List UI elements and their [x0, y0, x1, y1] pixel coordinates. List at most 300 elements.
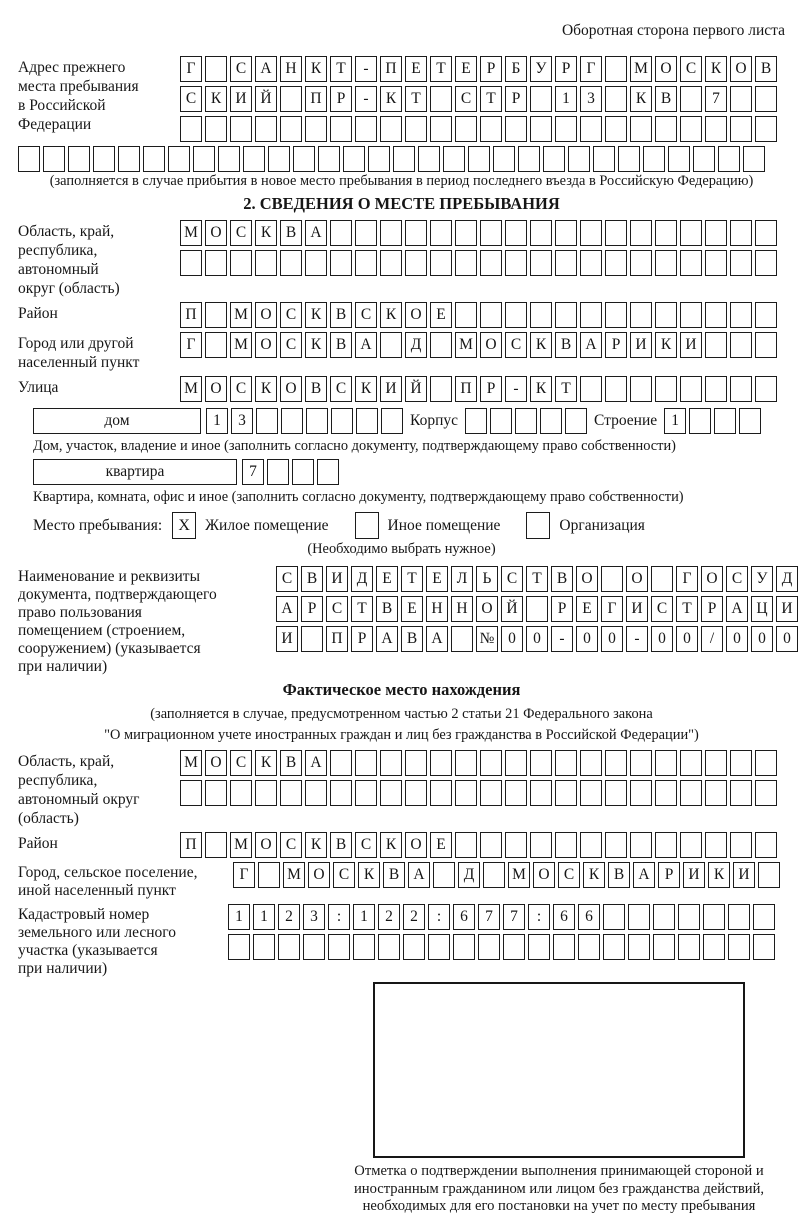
char-cell[interactable]	[630, 376, 652, 402]
char-cell[interactable]: 1	[206, 408, 228, 434]
char-cell[interactable]	[753, 934, 775, 960]
char-cell[interactable]: Г	[233, 862, 255, 888]
char-cell[interactable]: Р	[301, 596, 323, 622]
char-cell[interactable]	[730, 220, 752, 246]
char-cell[interactable]: -	[355, 56, 377, 82]
char-cell[interactable]	[355, 116, 377, 142]
char-cell[interactable]	[331, 408, 353, 434]
char-cell[interactable]	[705, 750, 727, 776]
char-cell[interactable]	[655, 832, 677, 858]
char-cell[interactable]: Е	[401, 596, 423, 622]
char-cell[interactable]	[143, 146, 165, 172]
char-cell[interactable]: :	[328, 904, 350, 930]
char-cell[interactable]: Г	[180, 56, 202, 82]
char-cell[interactable]	[718, 146, 740, 172]
char-cell[interactable]: Р	[551, 596, 573, 622]
char-cell[interactable]	[305, 116, 327, 142]
char-cell[interactable]	[378, 934, 400, 960]
char-cell[interactable]	[578, 934, 600, 960]
char-cell[interactable]: С	[651, 596, 673, 622]
char-cell[interactable]: М	[455, 332, 477, 358]
char-cell[interactable]: В	[376, 596, 398, 622]
char-cell[interactable]	[580, 832, 602, 858]
char-cell[interactable]	[730, 780, 752, 806]
char-cell[interactable]	[705, 220, 727, 246]
char-cell[interactable]	[653, 934, 675, 960]
char-cell[interactable]: 0	[676, 626, 698, 652]
char-cell[interactable]: Е	[376, 566, 398, 592]
char-cell[interactable]	[739, 408, 761, 434]
char-cell[interactable]: О	[255, 302, 277, 328]
char-cell[interactable]: В	[280, 750, 302, 776]
char-cell[interactable]: И	[326, 566, 348, 592]
char-cell[interactable]: К	[205, 86, 227, 112]
char-cell[interactable]	[355, 780, 377, 806]
char-cell[interactable]	[356, 408, 378, 434]
char-cell[interactable]	[405, 250, 427, 276]
char-cell[interactable]	[205, 302, 227, 328]
stay-type-checkbox-other[interactable]	[355, 512, 379, 539]
char-cell[interactable]	[568, 146, 590, 172]
char-cell[interactable]: О	[655, 56, 677, 82]
char-cell[interactable]	[630, 750, 652, 776]
char-cell[interactable]: С	[280, 832, 302, 858]
char-cell[interactable]	[505, 302, 527, 328]
char-cell[interactable]	[755, 116, 777, 142]
char-cell[interactable]: В	[330, 332, 352, 358]
char-cell[interactable]: Л	[451, 566, 473, 592]
char-cell[interactable]	[714, 408, 736, 434]
char-cell[interactable]: -	[626, 626, 648, 652]
char-cell[interactable]: №	[476, 626, 498, 652]
char-cell[interactable]	[705, 780, 727, 806]
char-cell[interactable]: К	[355, 376, 377, 402]
char-cell[interactable]	[490, 408, 512, 434]
char-cell[interactable]	[730, 750, 752, 776]
char-cell[interactable]	[343, 146, 365, 172]
char-cell[interactable]: 7	[478, 904, 500, 930]
char-cell[interactable]: А	[305, 750, 327, 776]
char-cell[interactable]: И	[630, 332, 652, 358]
char-cell[interactable]: В	[330, 302, 352, 328]
char-cell[interactable]: Т	[401, 566, 423, 592]
char-cell[interactable]: П	[305, 86, 327, 112]
char-cell[interactable]	[193, 146, 215, 172]
char-cell[interactable]	[730, 116, 752, 142]
char-cell[interactable]: С	[355, 302, 377, 328]
char-cell[interactable]	[728, 934, 750, 960]
char-cell[interactable]: С	[333, 862, 355, 888]
char-cell[interactable]	[540, 408, 562, 434]
char-cell[interactable]: П	[326, 626, 348, 652]
char-cell[interactable]	[318, 146, 340, 172]
char-cell[interactable]	[680, 780, 702, 806]
char-cell[interactable]: 0	[576, 626, 598, 652]
char-cell[interactable]	[268, 146, 290, 172]
char-cell[interactable]	[180, 250, 202, 276]
char-cell[interactable]: 7	[242, 459, 264, 485]
char-cell[interactable]: Р	[658, 862, 680, 888]
char-cell[interactable]	[605, 56, 627, 82]
char-cell[interactable]	[280, 86, 302, 112]
char-cell[interactable]	[693, 146, 715, 172]
char-cell[interactable]: К	[655, 332, 677, 358]
char-cell[interactable]	[380, 332, 402, 358]
char-cell[interactable]: К	[255, 376, 277, 402]
char-cell[interactable]: Р	[605, 332, 627, 358]
char-cell[interactable]	[218, 146, 240, 172]
char-cell[interactable]	[668, 146, 690, 172]
char-cell[interactable]: К	[358, 862, 380, 888]
char-cell[interactable]: А	[376, 626, 398, 652]
char-cell[interactable]	[230, 780, 252, 806]
char-cell[interactable]	[603, 934, 625, 960]
char-cell[interactable]	[530, 302, 552, 328]
char-cell[interactable]: Т	[405, 86, 427, 112]
char-cell[interactable]: Д	[458, 862, 480, 888]
char-cell[interactable]: С	[455, 86, 477, 112]
char-cell[interactable]: О	[626, 566, 648, 592]
char-cell[interactable]: Е	[430, 302, 452, 328]
char-cell[interactable]	[553, 934, 575, 960]
char-cell[interactable]	[655, 780, 677, 806]
char-cell[interactable]: Т	[430, 56, 452, 82]
char-cell[interactable]: О	[308, 862, 330, 888]
char-cell[interactable]	[280, 780, 302, 806]
char-cell[interactable]	[205, 116, 227, 142]
apartment-type-box[interactable]	[33, 459, 237, 485]
char-cell[interactable]	[628, 904, 650, 930]
char-cell[interactable]	[526, 596, 548, 622]
char-cell[interactable]	[480, 116, 502, 142]
char-cell[interactable]: О	[205, 750, 227, 776]
char-cell[interactable]: 3	[231, 408, 253, 434]
char-cell[interactable]	[330, 116, 352, 142]
char-cell[interactable]: /	[701, 626, 723, 652]
char-cell[interactable]	[480, 220, 502, 246]
char-cell[interactable]	[580, 220, 602, 246]
char-cell[interactable]: П	[180, 302, 202, 328]
char-cell[interactable]: С	[230, 750, 252, 776]
char-cell[interactable]: Г	[180, 332, 202, 358]
char-cell[interactable]	[753, 904, 775, 930]
char-cell[interactable]	[705, 250, 727, 276]
char-cell[interactable]	[555, 250, 577, 276]
char-cell[interactable]	[443, 146, 465, 172]
char-cell[interactable]	[68, 146, 90, 172]
char-cell[interactable]	[405, 116, 427, 142]
char-cell[interactable]	[255, 250, 277, 276]
char-cell[interactable]: П	[380, 56, 402, 82]
char-cell[interactable]	[255, 780, 277, 806]
char-cell[interactable]	[689, 408, 711, 434]
char-cell[interactable]: Е	[455, 56, 477, 82]
char-cell[interactable]: В	[551, 566, 573, 592]
char-cell[interactable]: С	[230, 220, 252, 246]
char-cell[interactable]	[255, 116, 277, 142]
char-cell[interactable]	[755, 86, 777, 112]
char-cell[interactable]: Д	[776, 566, 798, 592]
char-cell[interactable]	[483, 862, 505, 888]
char-cell[interactable]: И	[680, 332, 702, 358]
char-cell[interactable]: Е	[405, 56, 427, 82]
char-cell[interactable]: 6	[553, 904, 575, 930]
char-cell[interactable]: 7	[503, 904, 525, 930]
char-cell[interactable]: М	[630, 56, 652, 82]
char-cell[interactable]: К	[530, 376, 552, 402]
char-cell[interactable]	[303, 934, 325, 960]
char-cell[interactable]	[455, 220, 477, 246]
char-cell[interactable]	[253, 934, 275, 960]
char-cell[interactable]	[530, 220, 552, 246]
char-cell[interactable]	[755, 376, 777, 402]
char-cell[interactable]	[503, 934, 525, 960]
char-cell[interactable]: К	[305, 832, 327, 858]
char-cell[interactable]	[168, 146, 190, 172]
char-cell[interactable]	[605, 116, 627, 142]
char-cell[interactable]	[705, 302, 727, 328]
char-cell[interactable]	[515, 408, 537, 434]
char-cell[interactable]: 0	[726, 626, 748, 652]
char-cell[interactable]: С	[180, 86, 202, 112]
char-cell[interactable]	[530, 86, 552, 112]
char-cell[interactable]: О	[405, 302, 427, 328]
char-cell[interactable]	[651, 566, 673, 592]
char-cell[interactable]	[180, 116, 202, 142]
char-cell[interactable]	[530, 750, 552, 776]
char-cell[interactable]: В	[383, 862, 405, 888]
char-cell[interactable]	[730, 250, 752, 276]
char-cell[interactable]	[605, 750, 627, 776]
char-cell[interactable]	[430, 116, 452, 142]
char-cell[interactable]: Р	[480, 376, 502, 402]
char-cell[interactable]	[228, 934, 250, 960]
char-cell[interactable]	[330, 750, 352, 776]
char-cell[interactable]: Т	[676, 596, 698, 622]
char-cell[interactable]: О	[480, 332, 502, 358]
char-cell[interactable]	[758, 862, 780, 888]
char-cell[interactable]: Р	[480, 56, 502, 82]
char-cell[interactable]	[305, 780, 327, 806]
char-cell[interactable]	[430, 220, 452, 246]
char-cell[interactable]: С	[276, 566, 298, 592]
char-cell[interactable]: О	[730, 56, 752, 82]
char-cell[interactable]: И	[380, 376, 402, 402]
char-cell[interactable]	[256, 408, 278, 434]
char-cell[interactable]	[205, 780, 227, 806]
char-cell[interactable]	[580, 780, 602, 806]
char-cell[interactable]	[480, 750, 502, 776]
char-cell[interactable]	[405, 780, 427, 806]
char-cell[interactable]	[306, 408, 328, 434]
char-cell[interactable]	[518, 146, 540, 172]
char-cell[interactable]: И	[776, 596, 798, 622]
char-cell[interactable]: Т	[526, 566, 548, 592]
char-cell[interactable]	[643, 146, 665, 172]
char-cell[interactable]	[355, 250, 377, 276]
char-cell[interactable]: В	[755, 56, 777, 82]
char-cell[interactable]	[680, 376, 702, 402]
char-cell[interactable]: К	[583, 862, 605, 888]
char-cell[interactable]	[430, 332, 452, 358]
char-cell[interactable]	[655, 750, 677, 776]
char-cell[interactable]: К	[380, 86, 402, 112]
char-cell[interactable]	[455, 302, 477, 328]
char-cell[interactable]	[605, 302, 627, 328]
char-cell[interactable]: Р	[330, 86, 352, 112]
char-cell[interactable]: 1	[664, 408, 686, 434]
char-cell[interactable]: И	[683, 862, 705, 888]
char-cell[interactable]: Т	[330, 56, 352, 82]
char-cell[interactable]: О	[405, 832, 427, 858]
char-cell[interactable]: -	[505, 376, 527, 402]
char-cell[interactable]: Е	[430, 832, 452, 858]
char-cell[interactable]	[653, 904, 675, 930]
char-cell[interactable]	[605, 780, 627, 806]
stay-type-checkbox-residential[interactable]: X	[172, 512, 196, 539]
char-cell[interactable]	[680, 220, 702, 246]
char-cell[interactable]	[478, 934, 500, 960]
char-cell[interactable]	[580, 116, 602, 142]
char-cell[interactable]: Й	[255, 86, 277, 112]
char-cell[interactable]: В	[305, 376, 327, 402]
char-cell[interactable]	[293, 146, 315, 172]
char-cell[interactable]	[230, 250, 252, 276]
char-cell[interactable]	[678, 904, 700, 930]
char-cell[interactable]	[381, 408, 403, 434]
char-cell[interactable]	[380, 780, 402, 806]
char-cell[interactable]: Й	[501, 596, 523, 622]
char-cell[interactable]: 7	[705, 86, 727, 112]
char-cell[interactable]	[655, 220, 677, 246]
char-cell[interactable]	[505, 116, 527, 142]
char-cell[interactable]: А	[255, 56, 277, 82]
char-cell[interactable]	[205, 250, 227, 276]
char-cell[interactable]	[555, 832, 577, 858]
char-cell[interactable]: 0	[751, 626, 773, 652]
char-cell[interactable]	[267, 459, 289, 485]
char-cell[interactable]: :	[528, 904, 550, 930]
char-cell[interactable]	[605, 376, 627, 402]
char-cell[interactable]: О	[576, 566, 598, 592]
char-cell[interactable]: О	[255, 332, 277, 358]
char-cell[interactable]	[205, 832, 227, 858]
char-cell[interactable]	[455, 750, 477, 776]
char-cell[interactable]	[530, 116, 552, 142]
char-cell[interactable]: Н	[426, 596, 448, 622]
char-cell[interactable]: И	[230, 86, 252, 112]
char-cell[interactable]: Е	[426, 566, 448, 592]
char-cell[interactable]	[555, 750, 577, 776]
char-cell[interactable]	[705, 832, 727, 858]
house-type-box[interactable]	[33, 408, 201, 434]
char-cell[interactable]: А	[305, 220, 327, 246]
char-cell[interactable]	[655, 302, 677, 328]
char-cell[interactable]: 2	[378, 904, 400, 930]
char-cell[interactable]	[730, 86, 752, 112]
char-cell[interactable]: М	[230, 832, 252, 858]
char-cell[interactable]	[428, 934, 450, 960]
char-cell[interactable]: 6	[453, 904, 475, 930]
char-cell[interactable]: У	[751, 566, 773, 592]
char-cell[interactable]: 2	[403, 904, 425, 930]
char-cell[interactable]	[630, 302, 652, 328]
char-cell[interactable]: С	[726, 566, 748, 592]
char-cell[interactable]: 6	[578, 904, 600, 930]
char-cell[interactable]	[292, 459, 314, 485]
char-cell[interactable]: 0	[501, 626, 523, 652]
char-cell[interactable]: К	[380, 302, 402, 328]
char-cell[interactable]: С	[230, 376, 252, 402]
char-cell[interactable]	[680, 832, 702, 858]
char-cell[interactable]	[543, 146, 565, 172]
char-cell[interactable]: К	[708, 862, 730, 888]
char-cell[interactable]: 0	[776, 626, 798, 652]
char-cell[interactable]: С	[230, 56, 252, 82]
char-cell[interactable]	[703, 934, 725, 960]
char-cell[interactable]: 3	[303, 904, 325, 930]
char-cell[interactable]: 0	[526, 626, 548, 652]
char-cell[interactable]	[728, 904, 750, 930]
char-cell[interactable]: М	[180, 376, 202, 402]
char-cell[interactable]	[280, 250, 302, 276]
char-cell[interactable]: Е	[576, 596, 598, 622]
char-cell[interactable]	[555, 116, 577, 142]
char-cell[interactable]	[93, 146, 115, 172]
char-cell[interactable]: А	[426, 626, 448, 652]
char-cell[interactable]	[755, 220, 777, 246]
char-cell[interactable]	[580, 250, 602, 276]
char-cell[interactable]: И	[276, 626, 298, 652]
char-cell[interactable]: С	[330, 376, 352, 402]
char-cell[interactable]	[705, 116, 727, 142]
char-cell[interactable]: М	[180, 220, 202, 246]
char-cell[interactable]: М	[230, 302, 252, 328]
char-cell[interactable]: О	[701, 566, 723, 592]
char-cell[interactable]: М	[283, 862, 305, 888]
char-cell[interactable]	[317, 459, 339, 485]
char-cell[interactable]	[555, 780, 577, 806]
char-cell[interactable]	[705, 332, 727, 358]
char-cell[interactable]: -	[355, 86, 377, 112]
char-cell[interactable]: А	[408, 862, 430, 888]
char-cell[interactable]	[205, 56, 227, 82]
char-cell[interactable]: О	[255, 832, 277, 858]
char-cell[interactable]	[630, 780, 652, 806]
char-cell[interactable]: 0	[601, 626, 623, 652]
char-cell[interactable]: 3	[580, 86, 602, 112]
char-cell[interactable]	[755, 780, 777, 806]
char-cell[interactable]: М	[508, 862, 530, 888]
char-cell[interactable]: В	[330, 832, 352, 858]
char-cell[interactable]	[430, 86, 452, 112]
char-cell[interactable]	[455, 250, 477, 276]
char-cell[interactable]: К	[255, 220, 277, 246]
char-cell[interactable]: Д	[351, 566, 373, 592]
char-cell[interactable]	[280, 116, 302, 142]
char-cell[interactable]	[430, 250, 452, 276]
char-cell[interactable]	[455, 780, 477, 806]
char-cell[interactable]	[680, 250, 702, 276]
char-cell[interactable]	[355, 220, 377, 246]
char-cell[interactable]: К	[305, 332, 327, 358]
char-cell[interactable]	[755, 750, 777, 776]
char-cell[interactable]	[480, 250, 502, 276]
char-cell[interactable]: К	[380, 832, 402, 858]
char-cell[interactable]	[680, 86, 702, 112]
char-cell[interactable]	[630, 832, 652, 858]
char-cell[interactable]	[430, 750, 452, 776]
